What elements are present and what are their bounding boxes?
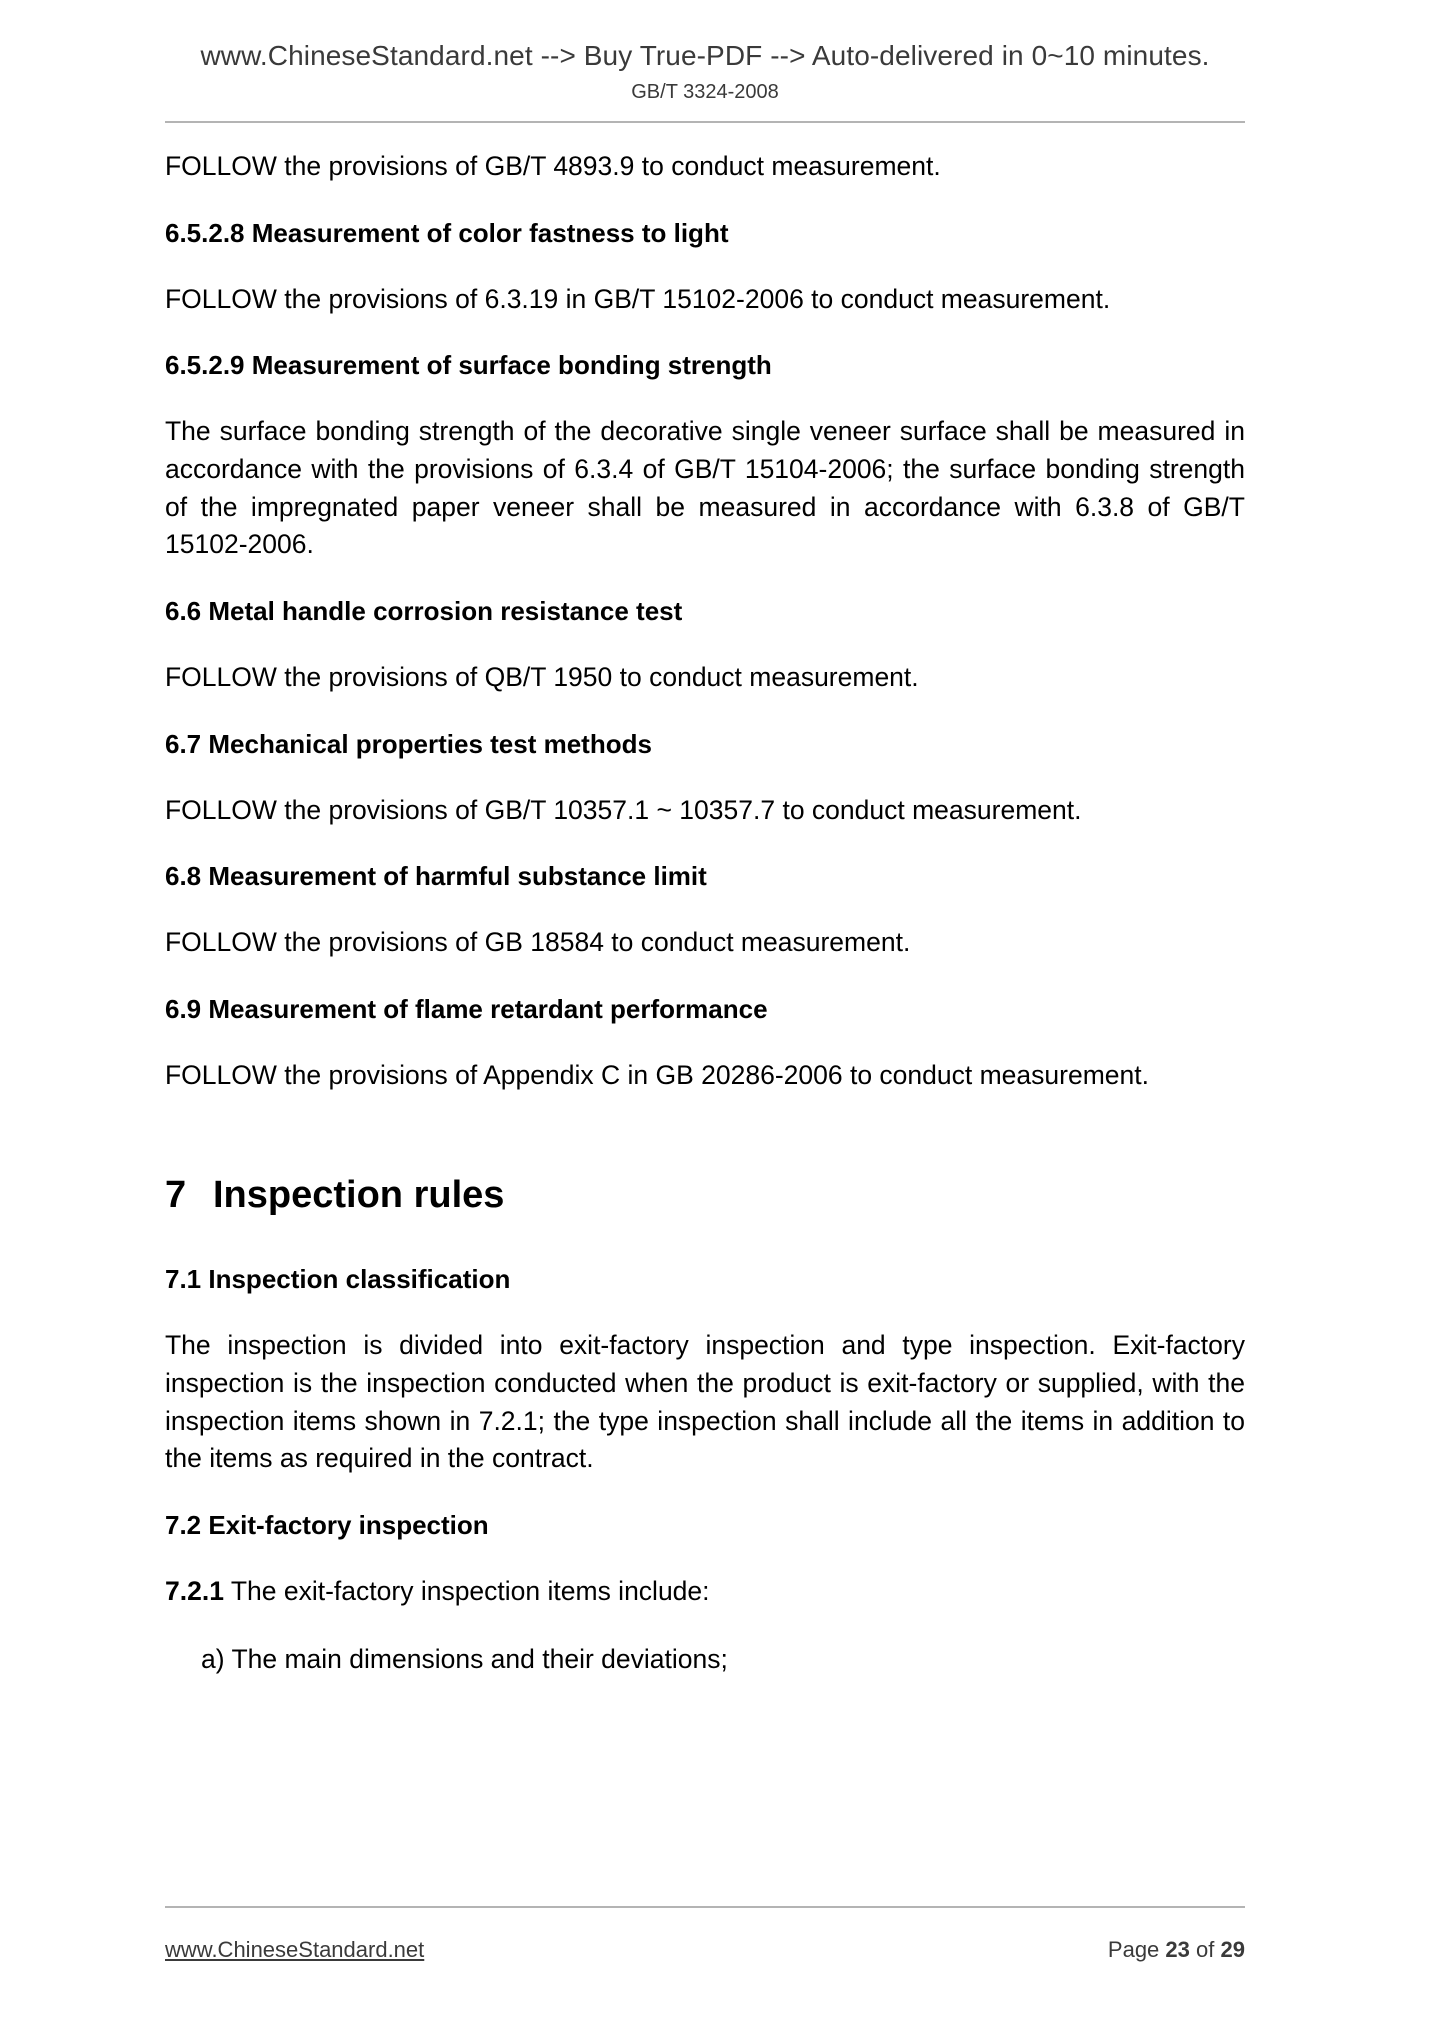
footer-divider <box>165 1906 1245 1908</box>
paragraph-6-5-2-8: FOLLOW the provisions of 6.3.19 in GB/T 15102-2006 to conduct measurement. <box>165 283 1111 314</box>
paragraph-7-1: The inspection is divided into exit-factory inspection and type inspection. Exit-factory inspection is the inspection conducted when the product is exit-factory or supplied, with the inspection items shown in 7.2.1; the type inspection shall include all the items in addition to the items as required in the contract. <box>165 1330 1245 1474</box>
list-item-a: a) The main dimensions and their deviations; <box>201 1643 728 1674</box>
footer-page-number: 23 <box>1165 1937 1190 1962</box>
heading-clause-7-number: 7 <box>165 1173 187 1216</box>
paragraph-6-7: FOLLOW the provisions of GB/T 10357.1 ~ 10357.7 to conduct measurement. <box>165 794 1082 825</box>
paragraph-6-9: FOLLOW the provisions of Appendix C in GB 20286-2006 to conduct measurement. <box>165 1060 1149 1091</box>
heading-7-2: 7.2 Exit-factory inspection <box>165 1509 489 1540</box>
footer-site-link[interactable]: www.ChineseStandard.net <box>165 1937 425 1962</box>
heading-6-7: 6.7 Mechanical properties test methods <box>165 728 652 759</box>
header-standard-code: GB/T 3324-2008 <box>631 81 779 103</box>
heading-6-5-2-9: 6.5.2.9 Measurement of surface bonding strength <box>165 350 772 381</box>
header-divider <box>165 121 1245 123</box>
document-body <box>165 148 1245 1708</box>
footer-page-total: 29 <box>1220 1937 1245 1962</box>
heading-6-6: 6.6 Metal handle corrosion resistance test <box>165 595 683 626</box>
footer-page-info <box>1108 1937 1245 1963</box>
footer-page-of: of <box>1196 1937 1215 1962</box>
heading-clause-7-title: Inspection rules <box>213 1173 505 1216</box>
paragraph-6-6: FOLLOW the provisions of QB/T 1950 to conduct measurement. <box>165 662 919 693</box>
paragraph-7-2-1 <box>165 1573 1245 1611</box>
paragraph-6-8: FOLLOW the provisions of GB 18584 to conduct measurement. <box>165 927 911 958</box>
heading-6-5-2-8: 6.5.2.8 Measurement of color fastness to light <box>165 217 729 248</box>
paragraph-6-5-2-9: The surface bonding strength of the decorative single veneer surface shall be measured in accordance with the provisions of 6.3.4 of GB/T 15104-2006; the surface bonding strength of the impregnated paper veneer shall be measured in accordance with 6.3.8 of GB/T 15102-2006. <box>165 416 1245 560</box>
header-promo-text: www.ChineseStandard.net --> Buy True-PDF --> Auto-delivered in 0~10 minutes. <box>200 40 1210 71</box>
paragraph-7-2-1-number: 7.2.1 <box>165 1575 224 1606</box>
footer-page-label: Page <box>1107 1937 1160 1962</box>
paragraph-7-2-1-text: The exit-factory inspection items include: <box>223 1575 710 1606</box>
page-footer <box>165 1937 1245 1963</box>
heading-clause-7 <box>165 1171 1245 1220</box>
heading-6-9: 6.9 Measurement of flame retardant performance <box>165 994 768 1025</box>
heading-6-8: 6.8 Measurement of harmful substance limit <box>165 861 707 892</box>
heading-7-1: 7.1 Inspection classification <box>165 1264 511 1295</box>
paragraph-follow-gbt-4893: FOLLOW the provisions of GB/T 4893.9 to conduct measurement. <box>165 151 941 181</box>
page-header <box>165 38 1245 106</box>
